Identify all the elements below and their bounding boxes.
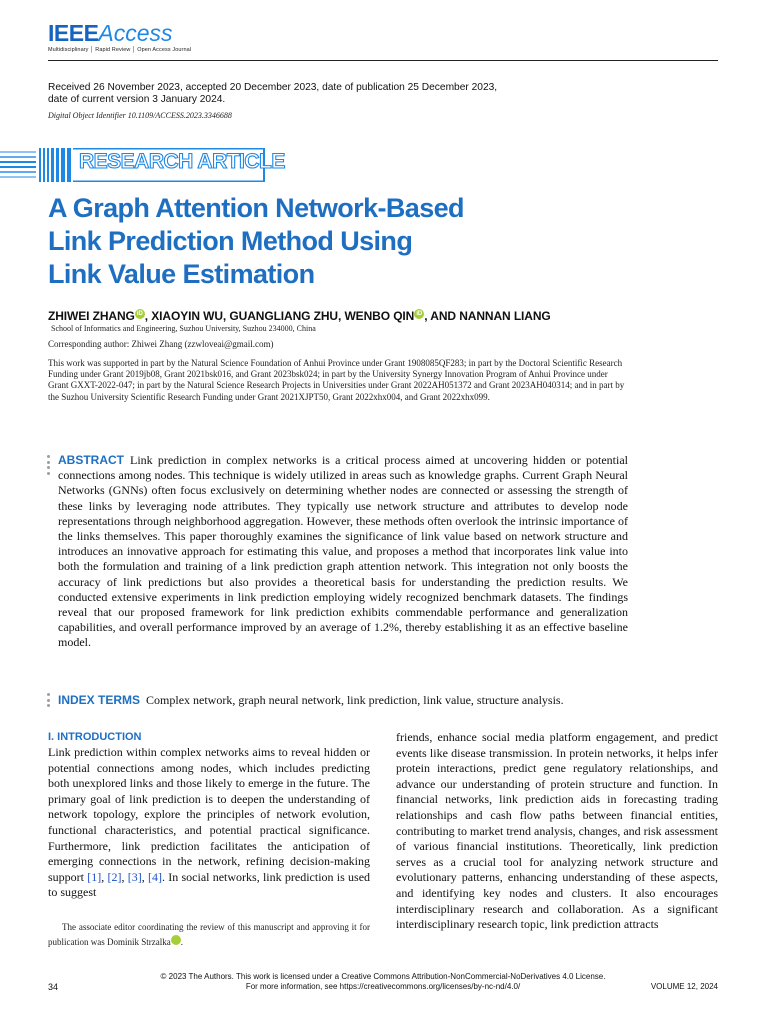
author-zhiwei-zhang: ZHIWEI ZHANG bbox=[48, 309, 135, 323]
logo-ieee: IEEE bbox=[48, 20, 99, 46]
footnote-text: The associate editor coordinating the review of this manuscript and approving it for publication was Dominik Strzalka bbox=[48, 922, 370, 947]
authors-last: , AND NANNAN LIANG bbox=[424, 309, 551, 323]
author-list bbox=[48, 309, 728, 323]
index-terms-text: Complex network, graph neural network, link prediction, link value, structure analysis. bbox=[146, 693, 564, 707]
dates-line-2: date of current version 3 January 2024. bbox=[48, 94, 226, 105]
title-line-1: A Graph Attention Network-Based bbox=[48, 193, 464, 223]
intro-paragraph-left: Link prediction within complex networks aims to reveal hidden or potential connections among nodes, which includes predicting both unexplored links and those likely to emerge in the future. The primary goal of link prediction is to deepen the understanding of network topology, explore the principles of network evolution, functional characteristics, and potential practical significance. Furthermore, link prediction facilitates the anticipation of emerging connections in the network, refining decision-making support bbox=[48, 745, 370, 884]
editor-footnote: The associate editor coordinating the review of this manuscript and approving it for publication was Dominik Strzalka iD. bbox=[48, 922, 370, 947]
license-line-2[interactable]: For more information, see https://creativecommons.org/licenses/by-nc-nd/4.0/ bbox=[245, 982, 521, 991]
body-column-right bbox=[396, 730, 718, 933]
corresponding-author: Corresponding author: Zhiwei Zhang (zzwloveai@gmail.com) bbox=[48, 339, 274, 349]
citation-link[interactable]: [2] bbox=[107, 869, 122, 884]
citation-link[interactable]: [3] bbox=[127, 869, 142, 884]
logo-access: Access bbox=[98, 20, 173, 46]
orcid-icon[interactable]: iD bbox=[414, 309, 424, 319]
journal-logo bbox=[48, 20, 191, 53]
dates-line-1: Received 26 November 2023, accepted 20 December 2023, date of publication 25 December 2023, bbox=[48, 82, 498, 93]
abstract-marker-icon bbox=[47, 455, 50, 477]
publication-dates bbox=[48, 82, 568, 106]
funding-statement: This work was supported in part by the Natural Science Foundation of Anhui Province under Grant 1908085QF283; in part by the Doctoral Scientific Research Funding under Grant 2019jb08, Grant 2021bsk016, and Grant 2023bsk024; in part by the University Synergy Innovation Program of Anhui Province under Grant GXXT-2022-047; in part by the Natural Science Research Projects in Universities under Grant 2022AH051372 and Grant 2023AH040314; and in part by the Suzhou University Scientific Research Funding under Grant 2021XJPT50, Grant 2022xhx004, and Grant 2022xhx099. bbox=[48, 358, 625, 402]
index-terms-heading: INDEX TERMS bbox=[58, 693, 141, 707]
title-line-3: Link Value Estimation bbox=[48, 259, 315, 289]
orcid-icon[interactable]: iD bbox=[171, 935, 181, 945]
body-column-left: Link prediction within complex networks aims to reveal hidden or potential connections among nodes, which includes predicting both unexplored links and those likely to emerge in the future. The primary goal of link prediction is to deepen the understanding of network topology, explore the principles of network evolution, functional characteristics, and potential practical significance. Furthermore, link prediction facilitates the anticipation of emerging connections in the network, refining decision-making support [1], [2], [3], [4]. In social networks, link prediction is used to suggest bbox=[48, 745, 371, 900]
abstract bbox=[58, 453, 628, 651]
affiliation: School of Informatics and Engineering, Suzhou University, Suzhou 234000, China bbox=[51, 324, 316, 333]
abstract-heading: ABSTRACT bbox=[58, 453, 124, 467]
authors-middle: , XIAOYIN WU, GUANGLIANG ZHU, WENBO QIN bbox=[144, 309, 415, 323]
license-notice bbox=[140, 972, 626, 992]
index-terms-marker-icon bbox=[47, 693, 50, 710]
page-number: 34 bbox=[48, 982, 59, 992]
paper-title bbox=[48, 192, 648, 291]
volume-label: VOLUME 12, 2024 bbox=[650, 982, 718, 991]
index-terms bbox=[58, 693, 698, 708]
logo-tagline: Multidisciplinary │ Rapid Review │ Open Access Journal bbox=[48, 47, 192, 53]
abstract-text: Link prediction in complex networks is a critical process aimed at uncovering hidden or potential connections among nodes. This technique is widely utilized in areas such as knowledge graphs. Current Graph Neural Networks (GNNs) often focus exclusively on determining whether nodes are connected or assessing the strength of these links by leveraging node attributes. They typically use network structure and attributes to develop node representations through neighborhood aggregation. However, these methods often overlook the intrinsic importance of the links themselves. This paper thoroughly examines the significance of link value based on network structure and introduces an innovative approach for estimating this value, and proposes a method that incorporates link value into both the formulation and training of a link prediction graph attention network. This integration not only boosts the accuracy of link predictions but also provides a theoretical basis for understanding the prediction results. We conducted extensive experiments in link prediction employing widely recognized benchmark datasets. The findings reveal that our proposed framework for link prediction exhibits commendable performance and generalization capabilities, and overall performance improved by an average of 1.2%, thereby establishing it as an effective baseline model. bbox=[58, 453, 628, 650]
citation-link[interactable]: [4] bbox=[148, 869, 162, 884]
header-divider bbox=[48, 60, 718, 61]
orcid-icon[interactable]: iD bbox=[135, 309, 145, 319]
intro-left-tail: . In social networks, link prediction is used to suggest bbox=[48, 869, 371, 900]
citation-link[interactable]: [1] bbox=[87, 869, 102, 884]
intro-paragraph-right: friends, enhance social media platform engagement, and predict events like disease transmission. In protein networks, it helps infer protein interactions, predict gene regulatory relationships, and advance our understanding of protein structure and function. In financial networks, link prediction aids in forecasting trading relationships and cash flow paths between financial entities, contributing to market trend analysis, changes, and risk assessment of various financial institutions. Theoretically, link prediction serves as a crucial tool for analyzing network structure and evolutionary patterns, enhancing understanding of these aspects, and identifying key nodes and clusters. It also encourages interdisciplinary research and collaboration. As a significant interdisciplinary research topic, link prediction attracts bbox=[396, 730, 718, 932]
doi: Digital Object Identifier 10.1109/ACCESS.2023.3346688 bbox=[48, 111, 232, 120]
title-line-2: Link Prediction Method Using bbox=[48, 226, 413, 256]
license-line-1: © 2023 The Authors. This work is licensed under a Creative Commons Attribution-NonCommercial-NoDerivatives 4.0 License. bbox=[160, 972, 606, 981]
section-heading-introduction: I. INTRODUCTION bbox=[48, 731, 142, 743]
article-type-label: RESEARCH ARTICLE bbox=[79, 150, 285, 173]
